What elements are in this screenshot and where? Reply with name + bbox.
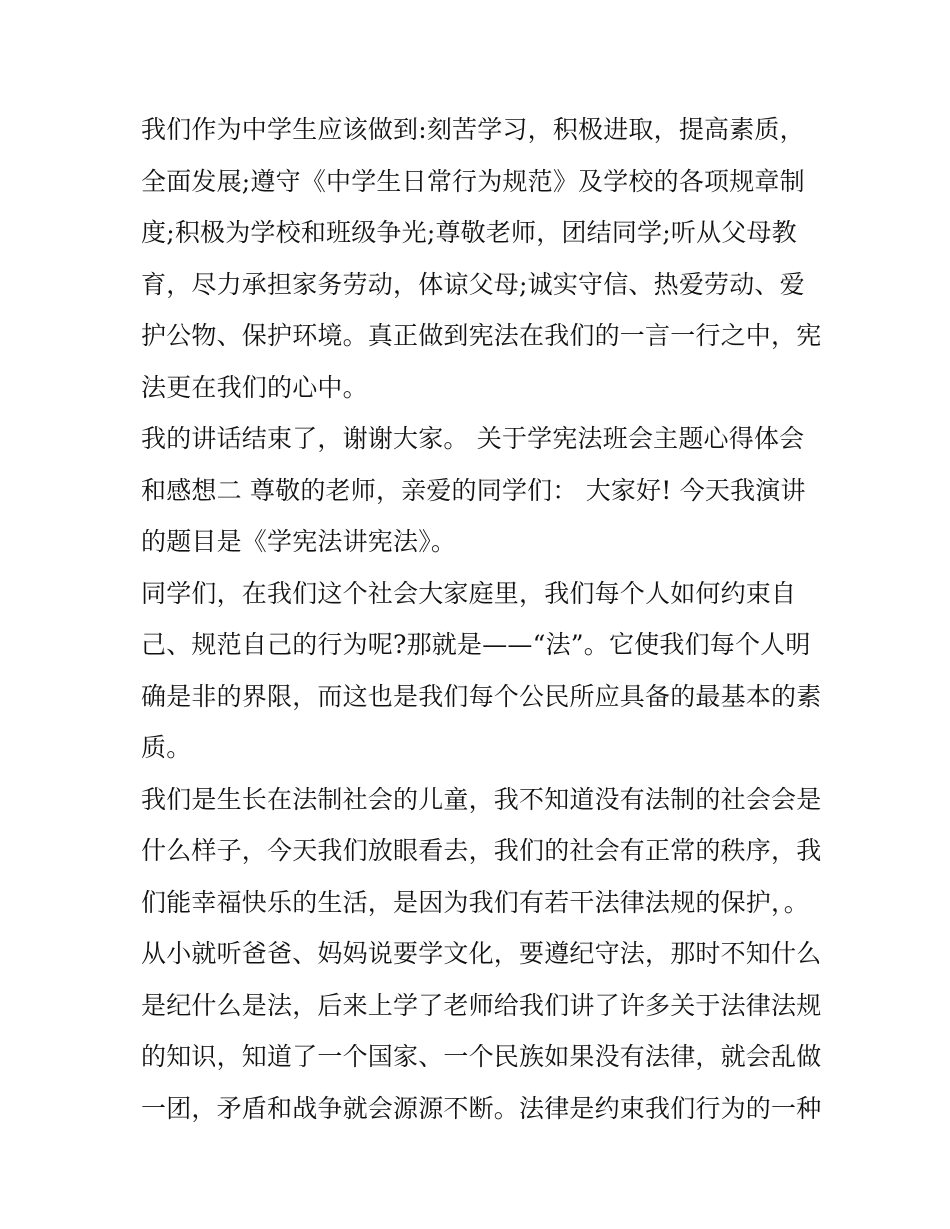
text-line: 同学们，在我们这个社会大家庭里，我们每个人如何约束自	[141, 578, 797, 608]
text-line: 全面发展;遵守《中学生日常行为规范》及学校的各项规章制	[141, 166, 805, 196]
text-line: 的知识，知道了一个国家、一个民族如果没有法律，就会乱做	[141, 1042, 822, 1071]
text-line: 我的讲话结束了，谢谢大家。 关于学宪法班会主题心得体会	[141, 424, 805, 453]
text-line: 一团，矛盾和战争就会源源不断。法律是约束我们行为的一种	[141, 1093, 822, 1123]
text-line: 和感想二 尊敬的老师，亲爱的同学们： 大家好! 今天我演讲	[141, 475, 806, 505]
text-line: 什么样子，今天我们放眼看去，我们的社会有正常的秩序，我	[141, 836, 822, 865]
text-line: 确是非的界限，而这也是我们每个公民所应具备的最基本的素	[141, 681, 822, 711]
text-line: 度;积极为学校和班级争光;尊敬老师，团结同学;听从父母教	[141, 218, 797, 247]
text-line: 护公物、保护环境。真正做到宪法在我们的一言一行之中，宪	[141, 321, 822, 350]
text-line: 我们是生长在法制社会的儿童，我不知道没有法制的社会会是	[141, 784, 822, 814]
text-line: 的题目是《学宪法讲宪法》。	[141, 527, 457, 556]
text-line: 法更在我们的心中。	[141, 372, 368, 402]
text-line: 们能幸福快乐的生活，是因为我们有若干法律法规的保护，。	[141, 887, 809, 917]
text-line: 从小就听爸爸、妈妈说要学文化，要遵纪守法，那时不知什么	[141, 939, 822, 968]
text-line: 我们作为中学生应该做到:刻苦学习，积极进取，提高素质，	[141, 115, 805, 144]
text-line: 质。	[141, 733, 192, 762]
text-line: 是纪什么是法，后来上学了老师给我们讲了许多关于法律法规	[141, 990, 822, 1020]
document-body	[141, 104, 821, 1134]
text-line: 育，尽力承担家务劳动，体谅父母;诚实守信、热爱劳动、爱	[141, 269, 805, 299]
text-line: 己、规范自己的行为呢?那就是——“法”。它使我们每个人明	[141, 630, 811, 659]
